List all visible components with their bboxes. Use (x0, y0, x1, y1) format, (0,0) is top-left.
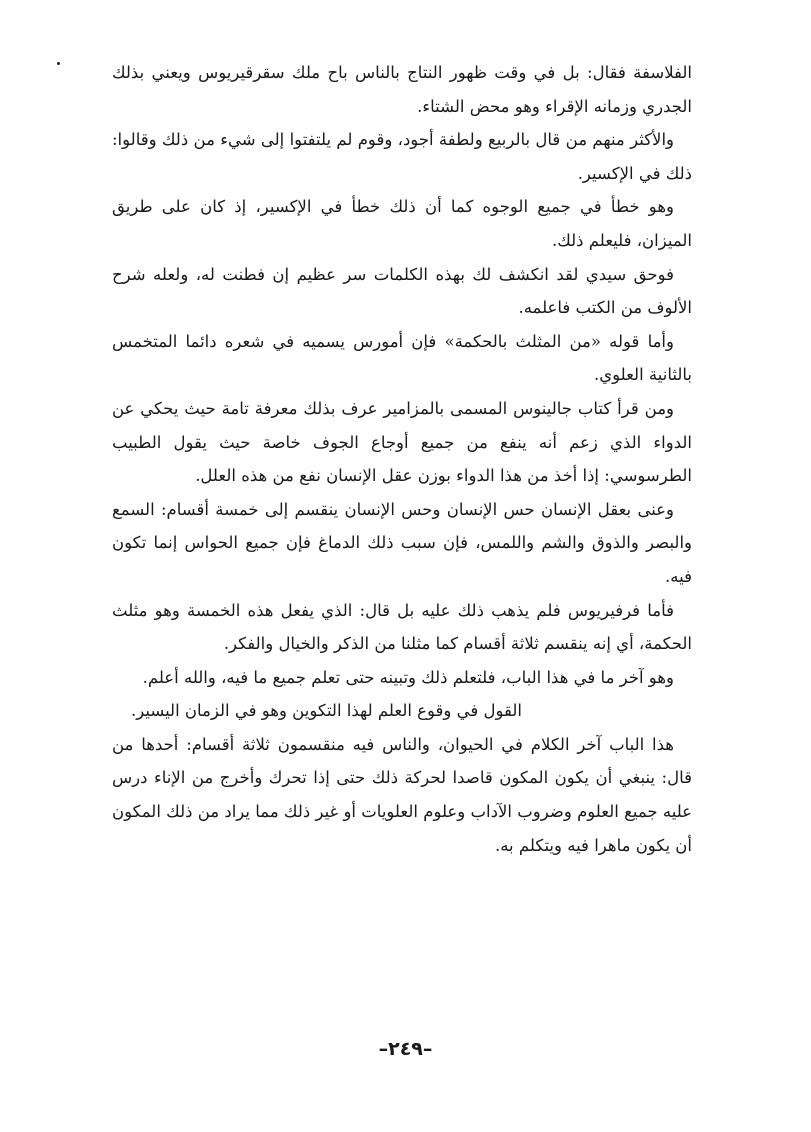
page-number: –٢٤٩– (378, 1038, 433, 1060)
ink-dot (57, 62, 60, 65)
paragraph: هذا الباب آخر الكلام في الحيوان، والناس فيه منقسمون ثلاثة أقسام: أحدها من قال: ينبغي أن يكون المكون قاصدا لحركة ذلك حتى إذا تحرك وأخرج من الإناء درس عليه جميع العلوم وضروب الآداب وعلوم العلويات أو غير ذلك مما يراد من ذلك المكون أن يكون ماهرا فيه ويتكلم به. (112, 734, 692, 855)
paragraph-continued: الفلاسفة فقال: بل في وقت ظهور النتاج بالناس باح ملك سقرقيريوس ويعني بذلك الجدري وزمانه الإقراء وهو محض الشتاء. (112, 63, 692, 116)
paragraph: ومن قرأ كتاب جالينوس المسمى بالمزامير عرف بذلك معرفة تامة حيث يحكي عن الدواء الذي زعم أنه ينفع من جميع أوجاع الجوف خاصة حيث يقول الطبيب الطرسوسي: إذا أخذ من هذا الدواء بوزن عقل الإنسان نفع من هذه العلل. (112, 398, 692, 486)
paragraph: وهو خطأ في جميع الوجوه كما أن ذلك خطأ في الإكسير، إذ كان على طريق الميزان، فليعلم ذلك. (112, 197, 692, 250)
paragraph: فوحق سيدي لقد انكشف لك بهذه الكلمات سر عظيم إن فطنت له، ولعله شرح الألوف من الكتب فاعلمه. (112, 264, 692, 318)
paragraph: وهو آخر ما في هذا الباب، فلتعلم ذلك وتبينه حتى تعلم جميع ما فيه، والله أعلم. (142, 667, 674, 687)
section-heading: القول في وقوع العلم لهذا التكوين وهو في الزمان اليسير. (131, 701, 522, 721)
body-text (112, 56, 692, 862)
paragraph: والأكثر منهم من قال بالربيع ولطفة أجود، وقوم لم يلتفتوا إلى شيء من ذلك وقالوا: ذلك في الإكسير. (112, 130, 692, 183)
paragraph: وأما قوله «من المثلث بالحكمة» فإن أمورس يسميه في شعره دائما المتخمس بالثانية العلوي. (112, 331, 692, 385)
paragraph: وعنى بعقل الإنسان حس الإنسان وحس الإنسان ينقسم إلى خمسة أقسام: السمع والبصر والذوق والشم واللمس، فإن سبب ذلك الدماغ فإن جميع الحواس إنما تكون فيه. (112, 499, 692, 586)
paragraph: فأما فرفيريوس فلم يذهب ذلك عليه بل قال: الذي يفعل هذه الخمسة وهو مثلث الحكمة، أي إنه ينقسم ثلاثة أقسام كما مثلنا من الذكر والخيال والفكر. (112, 600, 692, 654)
